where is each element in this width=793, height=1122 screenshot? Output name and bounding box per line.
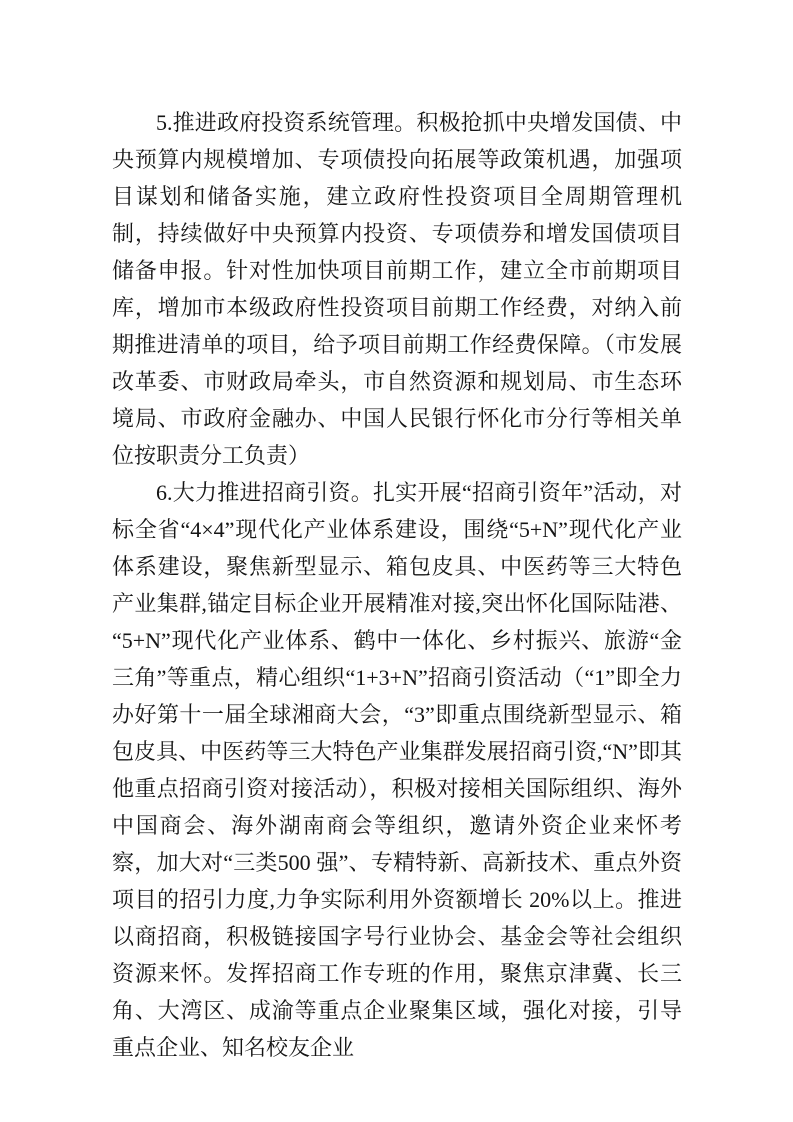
- paragraph-6-investment-promotion: 6.大力推进招商引资。扎实开展“招商引资年”活动，对标全省“4×4”现代化产业体系建设，围绕“5+N”现代化产业体系建设，聚焦新型显示、箱包皮具、中医药等三大特色产业集群,锚定目标企业开展精准对接,突出怀化国际陆港、“5+N”现代化产业体系、鹤中一体化、乡村振兴、旅游“金三角”等重点，精心组织“1+3+N”招商引资活动（“1”即全力办好第十一届全球湘商大会，“3”即重点围绕新型显示、箱包皮具、中医药等三大特色产业集群发展招商引资,“N”即其他重点招商引资对接活动），积极对接相关国际组织、海外中国商会、海外湖南商会等组织，邀请外资企业来怀考察，加大对“三类500 强”、专精特新、高新技术、重点外资项目的招引力度,力争实际利用外资额增长 20%以上。推进以商招商，积极链接国字号行业协会、基金会等社会组织资源来怀。发挥招商工作专班的作用，聚焦京津冀、长三角、大湾区、成渝等重点企业聚集区域，强化对接，引导重点企业、知名校友企业: [112, 480, 682, 1060]
- document-body: [112, 104, 682, 1066]
- paragraph-5-government-investment-management: 5.推进政府投资系统管理。积极抢抓中央增发国债、中央预算内规模增加、专项债投向拓展等政策机遇，加强项目谋划和储备实施，建立政府性投资项目全周期管理机制，持续做好中央预算内投资、专项债券和增发国债项目储备申报。针对性加快项目前期工作，建立全市前期项目库，增加市本级政府性投资项目前期工作经费，对纳入前期推进清单的项目，给予项目前期工作经费保障。（市发展改革委、市财政局牵头，市自然资源和规划局、市生态环境局、市政府金融办、中国人民银行怀化市分行等相关单位按职责分工负责）: [112, 110, 682, 468]
